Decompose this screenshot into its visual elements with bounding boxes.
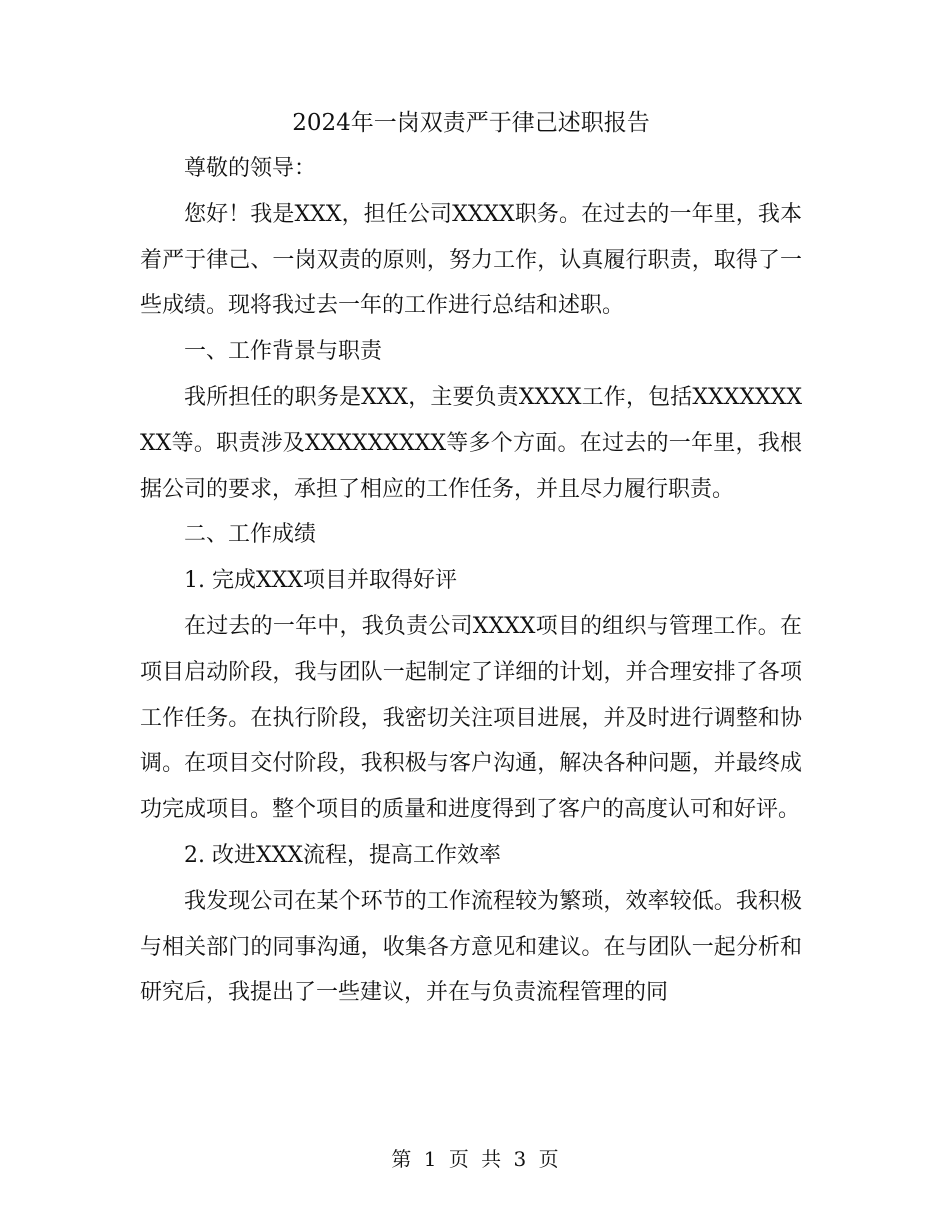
paragraph-process: 我发现公司在某个环节的工作流程较为繁琐，效率较低。我积极与相关部门的同事沟通，收集各方意见和建议。在与团队一起分析和研究后，我提出了一些建议，并在与负责流程管理的同 [140, 888, 802, 1006]
paragraph-intro: 您好！我是XXX，担任公司XXXX职务。在过去的一年里，我本着严于律己、一岗双责的原则，努力工作，认真履行职责，取得了一些成绩。现将我过去一年的工作进行总结和述职。 [140, 201, 802, 319]
subheading-process: 2. 改进XXX流程，提高工作效率 [184, 842, 501, 868]
document-title: 2024年一岗双责严于律己述职报告 [292, 110, 650, 136]
paragraph-project: 在过去的一年中，我负责公司XXXX项目的组织与管理工作。在项目启动阶段，我与团队一起制定了详细的计划，并合理安排了各项工作任务。在执行阶段，我密切关注项目进展，并及时进行调整和协调。在项目交付阶段，我积极与客户沟通，解决各种问题，并最终成功完成项目。整个项目的质量和进度得到了客户的高度认可和好评。 [140, 613, 802, 823]
salutation: 尊敬的领导： [184, 156, 317, 181]
subheading-project: 1. 完成XXX项目并取得好评 [184, 568, 457, 594]
document-body [140, 100, 802, 1016]
section-heading-achievements: 二、工作成绩 [184, 522, 317, 548]
paragraph-background: 我所担任的职务是XXX，主要负责XXXX工作，包括XXXXXXXXX等。职责涉及XXXXXXXXX等多个方面。在过去的一年里，我根据公司的要求，承担了相应的工作任务，并且尽力履行职责。 [140, 384, 802, 502]
page-footer: 第 1 页 共 3 页 [391, 1147, 559, 1171]
section-heading-background: 一、工作背景与职责 [184, 339, 383, 365]
